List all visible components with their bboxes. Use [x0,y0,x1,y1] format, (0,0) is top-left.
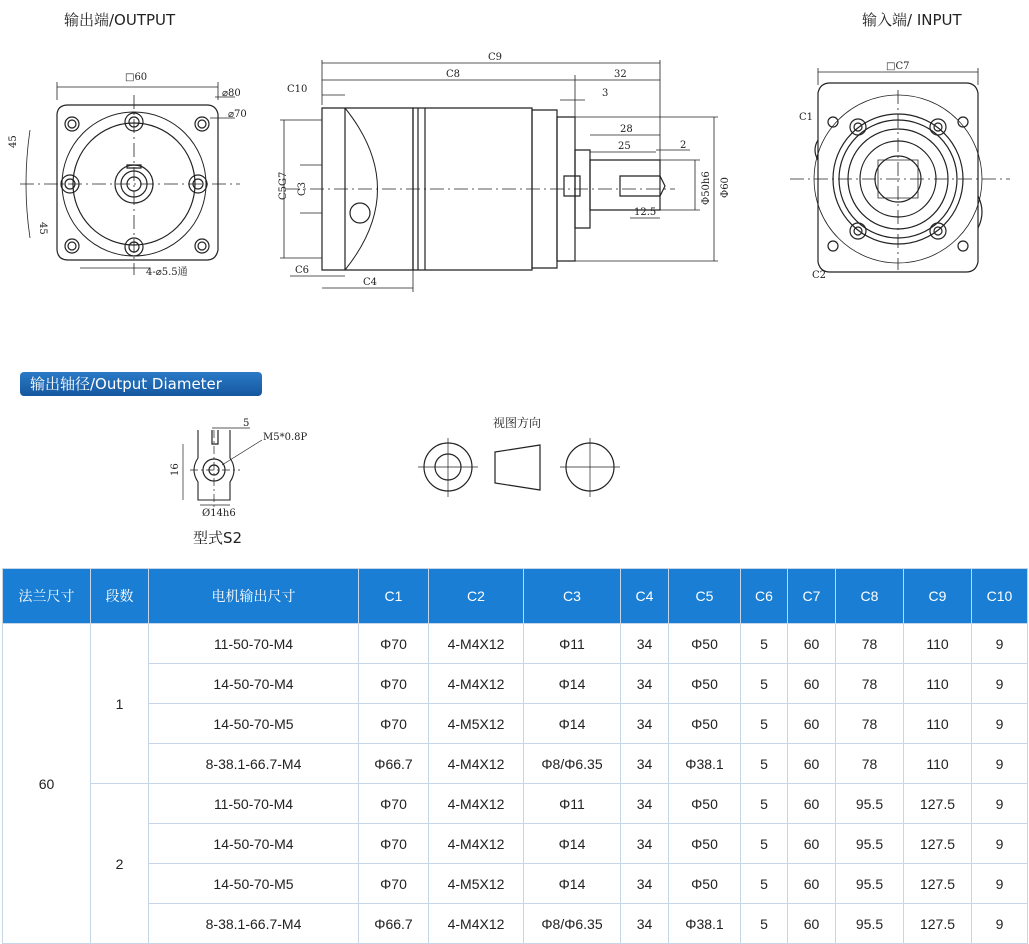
dim-holes: 4-⌀5.5通 [146,267,188,278]
table-cell: 14-50-70-M5 [149,864,359,904]
table-cell: 9 [972,824,1028,864]
dim-c10: C10 [287,84,308,95]
spec-table [2,568,1028,944]
input-title: 输入端/ INPUT [862,11,962,29]
dim-d70: ⌀70 [228,109,247,120]
header-c4: C4 [621,569,669,624]
dim-c3: C3 [297,181,308,196]
header-c3: C3 [524,569,621,624]
dim-d80: ⌀80 [222,88,241,99]
table-cell: 95.5 [836,824,904,864]
table-cell: 4-M4X12 [429,664,524,704]
table-cell: 127.5 [904,784,972,824]
table-cell: Φ14 [524,824,621,864]
table-cell: 34 [621,824,669,864]
output-title: 输出端/OUTPUT [64,11,176,29]
table-cell: 127.5 [904,824,972,864]
table-cell: Φ70 [359,624,429,664]
dim-shaft-16: 16 [170,463,181,476]
table-cell: 9 [972,664,1028,704]
table-cell: 9 [972,704,1028,744]
table-cell: 60 [788,664,836,704]
table-cell: 110 [904,624,972,664]
shaft-detail [183,428,262,510]
table-cell: Φ70 [359,664,429,704]
table-row [3,864,1028,904]
table-cell: 60 [788,624,836,664]
table-cell: 11-50-70-M4 [149,624,359,664]
dim-c4: C4 [363,277,378,288]
table-cell: 60 [788,824,836,864]
stage-cell: 1 [91,624,149,784]
table-cell: 95.5 [836,784,904,824]
table-cell: 95.5 [836,864,904,904]
dim-angle-bottom: 45 [37,222,48,235]
table-cell: 5 [741,784,788,824]
table-cell: 11-50-70-M4 [149,784,359,824]
dim-c1: C1 [799,112,814,123]
dim-thread: M5*0.8P [263,432,308,443]
table-row [3,744,1028,784]
table-cell: 34 [621,904,669,944]
table-cell: 5 [741,664,788,704]
table-row [3,824,1028,864]
table-cell: Φ50 [669,824,741,864]
table-cell: 14-50-70-M5 [149,704,359,744]
dim-c9: C9 [488,52,503,63]
table-cell: Φ66.7 [359,744,429,784]
table-cell: 9 [972,864,1028,904]
header-c2: C2 [429,569,524,624]
table-cell: Φ50 [669,704,741,744]
table-cell: Φ8/Φ6.35 [524,744,621,784]
table-cell: 78 [836,624,904,664]
flange-cell: 60 [3,624,91,944]
stage-cell: 2 [91,784,149,944]
table-cell: 34 [621,664,669,704]
table-cell: 95.5 [836,904,904,944]
table-cell: Φ11 [524,784,621,824]
table-cell: 9 [972,904,1028,944]
header-c6: C6 [741,569,788,624]
header-c8: C8 [836,569,904,624]
table-header-row [3,569,1028,624]
table-cell: 110 [904,664,972,704]
shaft-type-label: 型式S2 [193,529,243,547]
table-cell: Φ50 [669,624,741,664]
table-cell: 5 [741,864,788,904]
table-cell: 60 [788,784,836,824]
dim-28: 28 [620,124,633,135]
header-c9: C9 [904,569,972,624]
table-cell: Φ50 [669,664,741,704]
view-direction-diagram [418,438,620,497]
table-cell: Φ11 [524,624,621,664]
table-cell: Φ70 [359,824,429,864]
table-row [3,784,1028,824]
header-flange: 法兰尺寸 [3,569,91,624]
header-c7: C7 [788,569,836,624]
table-cell: Φ50 [669,864,741,904]
table-row [3,664,1028,704]
table-cell: Φ70 [359,864,429,904]
table-cell: 34 [621,864,669,904]
table-cell: 4-M5X12 [429,704,524,744]
header-c10: C10 [972,569,1028,624]
dim-phi50: Φ50h6 [701,171,712,205]
table-cell: 14-50-70-M4 [149,664,359,704]
table-cell: 5 [741,744,788,784]
table-cell: 14-50-70-M4 [149,824,359,864]
table-cell: 5 [741,704,788,744]
dim-c6: C6 [295,265,310,276]
output-end-view [20,82,240,275]
table-cell: 9 [972,744,1028,784]
table-cell: Φ14 [524,704,621,744]
table-row [3,904,1028,944]
table-cell: Φ38.1 [669,904,741,944]
dim-12-5: 12.5 [634,207,657,218]
table-cell: 4-M5X12 [429,864,524,904]
table-cell: Φ66.7 [359,904,429,944]
header-c5: C5 [669,569,741,624]
table-row [3,704,1028,744]
output-diameter-banner: 输出轴径/Output Diameter [20,372,262,396]
table-cell: 78 [836,664,904,704]
dim-c2: C2 [812,270,827,281]
table-cell: 34 [621,744,669,784]
table-cell: 4-M4X12 [429,904,524,944]
table-cell: Φ8/Φ6.35 [524,904,621,944]
header-motor-output: 电机输出尺寸 [149,569,359,624]
table-cell: 60 [788,864,836,904]
header-c1: C1 [359,569,429,624]
dim-shaft-5: 5 [243,418,250,429]
table-cell: Φ70 [359,704,429,744]
side-view [280,60,718,292]
dim-output-square: □60 [125,72,148,83]
table-cell: 4-M4X12 [429,784,524,824]
dim-25: 25 [618,141,631,152]
table-cell: 34 [621,784,669,824]
table-cell: 5 [741,904,788,944]
table-cell: 5 [741,624,788,664]
table-cell: 78 [836,744,904,784]
dim-32: 32 [614,69,627,80]
table-cell: 110 [904,744,972,784]
table-cell: 110 [904,704,972,744]
table-cell: 78 [836,704,904,744]
table-cell: 8-38.1-66.7-M4 [149,904,359,944]
dim-input-square: □C7 [886,61,910,72]
dim-angle-top: 45 [8,135,19,148]
dim-3: 3 [602,88,609,99]
table-row [3,624,1028,664]
input-end-view [790,68,1010,272]
table-cell: 60 [788,744,836,784]
table-cell: 8-38.1-66.7-M4 [149,744,359,784]
dim-shaft-dia: Ø14h6 [202,508,236,519]
table-cell: 4-M4X12 [429,744,524,784]
table-cell: 127.5 [904,864,972,904]
table-cell: 9 [972,784,1028,824]
table-cell: 9 [972,624,1028,664]
table-cell: 5 [741,824,788,864]
table-cell: Φ14 [524,664,621,704]
header-stages: 段数 [91,569,149,624]
table-cell: Φ50 [669,784,741,824]
table-cell: 60 [788,704,836,744]
table-cell: 34 [621,704,669,744]
table-cell: Φ38.1 [669,744,741,784]
dim-2: 2 [680,140,687,151]
view-direction-label: 视图方向 [493,416,542,430]
table-cell: Φ70 [359,784,429,824]
table-cell: 34 [621,624,669,664]
table-cell: 4-M4X12 [429,624,524,664]
table-cell: Φ14 [524,864,621,904]
dim-phi60: Φ60 [720,177,731,198]
dim-c5: C5G7 [278,171,289,200]
table-cell: 60 [788,904,836,944]
table-cell: 127.5 [904,904,972,944]
table-cell: 4-M4X12 [429,824,524,864]
dim-c8: C8 [446,69,461,80]
